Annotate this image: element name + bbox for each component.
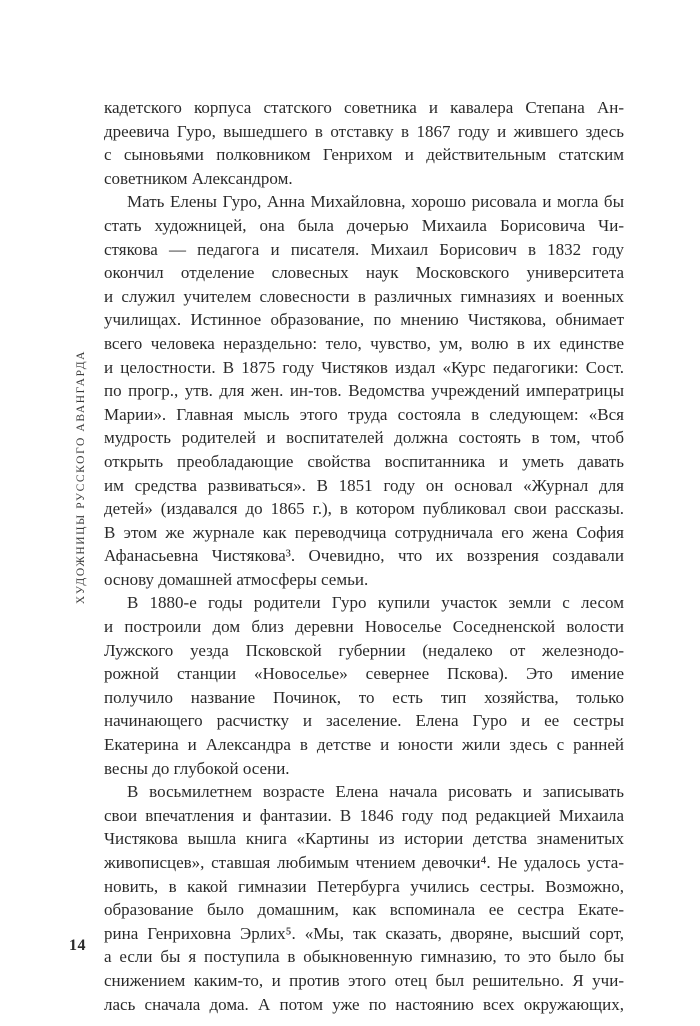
text-line: Марии». Главная мысль этого труда состояла в следующем: «Вся xyxy=(104,404,624,424)
text-line: новить, в какой гимназии Петербурга учились сестры. Возможно, xyxy=(104,876,624,896)
text-line: по прогр., утв. для жен. ин-тов. Ведомства учреждений императрицы xyxy=(104,381,624,401)
text-line: дреевича Гуро, вышедшего в отставку в 1867 году и жившего здесь xyxy=(104,121,624,141)
text-line: Лужского уезда Псковской губернии (недалеко от железнодо- xyxy=(104,640,624,660)
text-line: Екатерина и Александра в детстве и юности жили здесь с ранней xyxy=(104,735,624,755)
text-line: советником Александром. xyxy=(104,168,293,188)
text-line: В 1880-е годы родители Гуро купили участок земли с лесом xyxy=(127,593,624,613)
paragraph xyxy=(104,190,624,591)
text-line: окончил отделение словесных наук Московского университета xyxy=(104,263,624,283)
text-line: весны до глубокой осени. xyxy=(104,758,290,778)
text-line: рожной станции «Новоселье» севернее Пскова). Это имение xyxy=(104,664,624,684)
paragraph xyxy=(104,780,624,1016)
text-line: и целостности. В 1875 году Чистяков издал «Курс педагогики: Сост. xyxy=(104,357,624,377)
text-line: образование было домашним, как вспоминала ее сестра Екате- xyxy=(104,900,624,920)
text-line: стать художницей, она была дочерью Михаила Борисовича Чи- xyxy=(104,215,624,235)
text-line: живописцев», ставшая любимым чтением девочки⁴. Не удалось уста- xyxy=(104,853,624,872)
paragraph xyxy=(104,591,624,780)
text-line: Афанасьевна Чистякова³. Очевидно, что их воззрения создавали xyxy=(104,546,624,566)
paragraph xyxy=(104,96,624,190)
text-line: мудрость родителей и воспитателей должна состоять в том, чтоб xyxy=(104,428,624,448)
text-line: училищах. Истинное образование, по мнению Чистякова, обнимает xyxy=(104,310,624,330)
page-number: 14 xyxy=(69,937,86,954)
text-line: Чистякова вышла книга «Картины из истории детства знаменитых xyxy=(104,829,624,849)
text-line: и построили дом близ деревни Новоселье Соседненской волости xyxy=(104,617,624,637)
text-line: основу домашней атмосферы семьи. xyxy=(104,569,369,589)
running-head xyxy=(73,102,89,852)
text-line: начинающего расчистку и заселение. Елена Гуро и ее сестры xyxy=(104,711,624,731)
text-line: всего человека нераздельно: тело, чувство, ум, волю в их единстве xyxy=(104,333,624,353)
text-line: и служил учителем словесности в различных гимназиях и военных xyxy=(104,286,624,306)
text-line: им средства развиваться». В 1851 году он основал «Журнал для xyxy=(104,475,624,495)
running-head-text: ХУДОЖНИЦЫ РУССКОГО АВАНГАРДА xyxy=(75,349,87,605)
text-line: Мать Елены Гуро, Анна Михайловна, хорошо рисовала и могла бы xyxy=(127,192,624,212)
text-line: В восьмилетнем возрасте Елена начала рисовать и записывать xyxy=(127,782,624,802)
text-line: получило название Починок, то есть тип хозяйства, только xyxy=(104,687,624,707)
text-line: В этом же журнале как переводчица сотрудничала его жена София xyxy=(104,522,624,542)
text-line: а если бы я поступила в обыкновенную гимназию, то это было бы xyxy=(104,947,624,967)
text-line: свои впечатления и фантазии. В 1846 году под редакцией Михаила xyxy=(104,805,624,825)
text-line: детей» (издавался до 1865 г.), в котором публиковал свои рассказы. xyxy=(104,499,624,519)
text-line: стякова — педагога и писателя. Михаил Борисович в 1832 году xyxy=(104,239,624,259)
text-line: открыть преобладающие свойства воспитанника и уметь давать xyxy=(104,451,624,471)
text-line: с сыновьями полковником Генрихом и действительным статским xyxy=(104,145,624,165)
text-line: снижением каким-то, и против этого отец был решительно. Я учи- xyxy=(104,970,624,990)
body-text xyxy=(104,96,624,1016)
text-line: кадетского корпуса статского советника и кавалера Степана Ан- xyxy=(104,98,624,117)
text-line: рина Генриховна Эрлих⁵. «Мы, так сказать, дворяне, высший сорт, xyxy=(104,923,624,943)
text-line: лась сначала дома. А потом уже по настоянию всех окружающих, xyxy=(104,994,624,1014)
